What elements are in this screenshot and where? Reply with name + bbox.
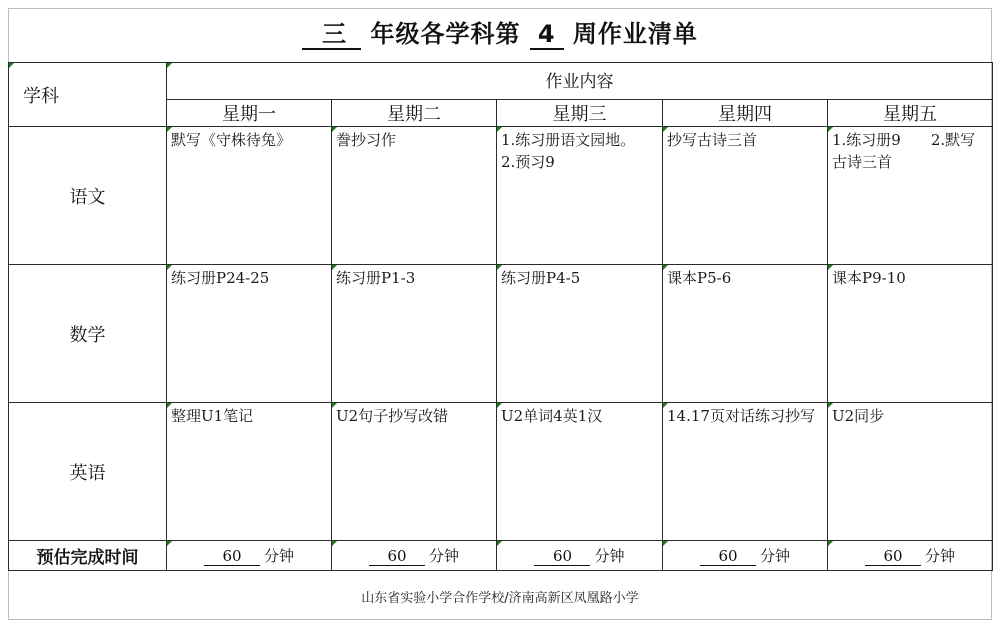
minutes-unit: 分钟 (594, 547, 625, 565)
homework-cell: U2句子抄写改错 (332, 403, 497, 541)
week-value: 4 (530, 20, 564, 50)
day-friday: 星期五 (828, 100, 993, 127)
homework-cell: 1.练习册9 2.默写古诗三首 (828, 127, 993, 265)
page-title (0, 14, 1000, 50)
homework-cell: 课本P9-10 (828, 265, 993, 403)
minutes-unit: 分钟 (925, 547, 956, 565)
day-wednesday: 星期三 (497, 100, 663, 127)
homework-cell: 练习册P1-3 (332, 265, 497, 403)
homework-cell: 整理U1笔记 (167, 403, 332, 541)
minutes-value: 60 (700, 547, 756, 566)
minutes-value: 60 (204, 547, 260, 566)
minutes-unit: 分钟 (759, 547, 790, 565)
title-middle: 年级各学科第 (370, 20, 521, 48)
homework-cell: U2单词4英1汉 (497, 403, 663, 541)
school-footer: 山东省实验小学合作学校/济南高新区凤凰路小学 (361, 591, 639, 606)
content-header: 作业内容 (167, 63, 993, 100)
homework-cell: U2同步 (828, 403, 993, 541)
subject-cell: 数学 (9, 265, 167, 403)
title-suffix: 周作业清单 (572, 20, 698, 48)
time-cell (332, 541, 497, 571)
table-row-math (9, 265, 993, 403)
day-tuesday: 星期二 (332, 100, 497, 127)
homework-table (8, 62, 993, 571)
time-cell (663, 541, 828, 571)
subject-cell: 语文 (9, 127, 167, 265)
table-row-time (9, 541, 993, 571)
homework-cell: 誊抄习作 (332, 127, 497, 265)
homework-cell: 练习册P4-5 (497, 265, 663, 403)
table-row-english (9, 403, 993, 541)
grade-value: 三 (302, 20, 361, 50)
time-cell (497, 541, 663, 571)
homework-cell: 1.练习册语文园地。 2.预习9 (497, 127, 663, 265)
homework-cell: 14.17页对话练习抄写 (663, 403, 828, 541)
minutes-value: 60 (369, 547, 425, 566)
day-thursday: 星期四 (663, 100, 828, 127)
day-monday: 星期一 (167, 100, 332, 127)
time-cell (828, 541, 993, 571)
minutes-unit: 分钟 (263, 547, 294, 565)
minutes-value: 60 (865, 547, 921, 566)
subject-cell: 英语 (9, 403, 167, 541)
header-row (9, 63, 993, 100)
homework-cell: 课本P5-6 (663, 265, 828, 403)
homework-cell: 练习册P24-25 (167, 265, 332, 403)
time-label: 预估完成时间 (9, 541, 167, 571)
table-row-chinese (9, 127, 993, 265)
minutes-unit: 分钟 (428, 547, 459, 565)
homework-cell: 默写《守株待兔》 (167, 127, 332, 265)
time-cell (167, 541, 332, 571)
minutes-value: 60 (534, 547, 590, 566)
subject-header: 学科 (9, 63, 167, 127)
homework-cell: 抄写古诗三首 (663, 127, 828, 265)
